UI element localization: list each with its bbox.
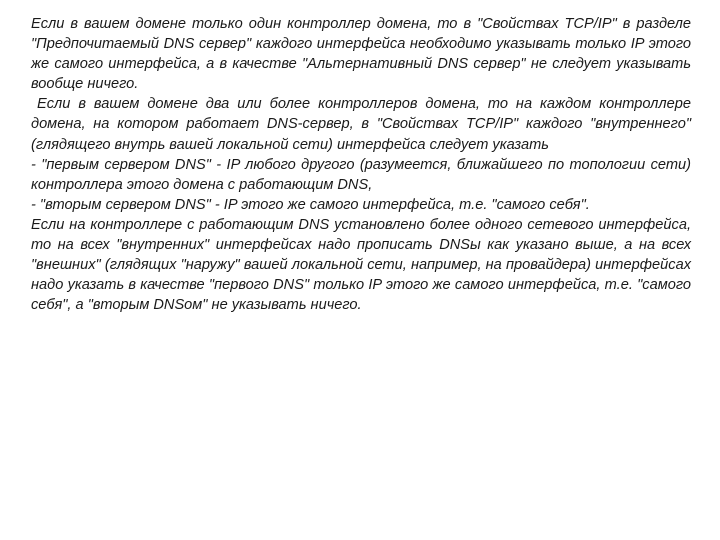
paragraph-multiple-controllers: Если в вашем домене два или более контроллеров домена, то на каждом контроллере домена, на котором работает DNS-сервер, в "Свойствах TCP/IP" каждого "внутреннего" (глядящего внутрь вашей локальной сети) интерфейса следует указать (31, 96, 691, 153)
paragraph-multiple-interfaces: Если на контроллере с работающим DNS установлено более одного сетевого интерфейса, то на всех "внутренних" интерфейсах надо прописать DNSы как указано выше, а на всех "внешних" (глядящих "наружу" вашей локальной сети, например, на провайдера) интерфейсах надо указать в качестве "первого DNS" только IP этого же самого интерфейса, т.е. "самого себя", а "вторым DNSом" не указывать ничего. (31, 216, 691, 314)
paragraph-single-controller: Если в вашем домене только один контроллер домена, то в "Свойствах TCP/IP" в разделе "Предпочитаемый DNS сервер" каждого интерфейса необходимо указывать только IP этого же самого интерфейса, а в качестве "Альтернативный DNS сервер" не следует указывать вообще ничего. (31, 16, 691, 93)
list-item-second-dns: - "вторым сервером DNS" - IP этого же самого интерфейса, т.е. "самого себя". (31, 196, 590, 213)
document-body (31, 14, 691, 315)
list-item-first-dns: - "первым сервером DNS" - IP любого другого (разумеется, ближайшего по топологии сети) контроллера этого домена с работающим DNS, (31, 156, 691, 193)
